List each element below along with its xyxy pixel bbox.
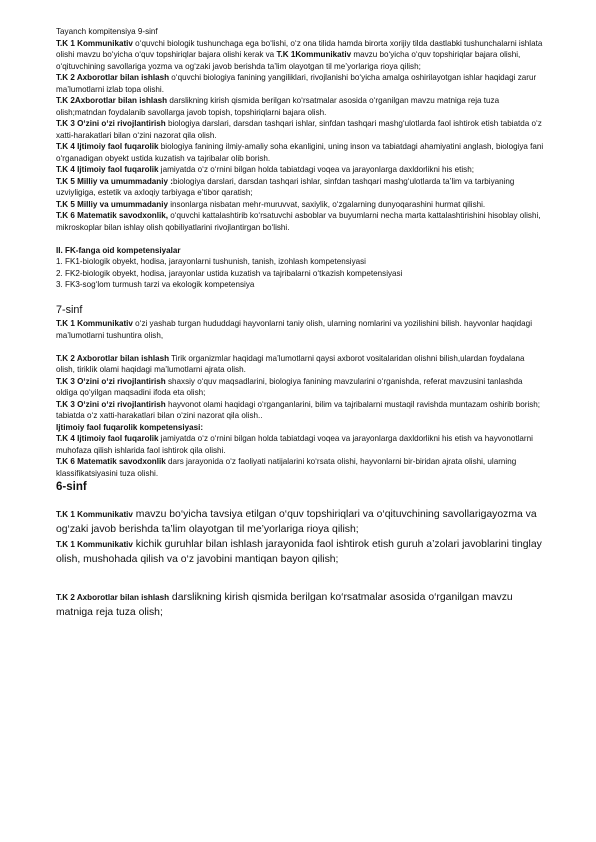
- spacer: [56, 578, 544, 590]
- paragraph: T.K 2 Axborotlar bilan ishlash darslikning kirish qismida berilgan ko‘rsatmalar asosida o‘rganilgan mavzu matniga reja tuza olish;: [56, 591, 513, 618]
- spacer: [56, 341, 544, 353]
- paragraph: T.K 6 Matematik savodxonlik, o‘quvchi kattalashtirib ko‘rsatuvchi asboblar va buyumlarni necha marta kattalashtirishini hisoblay olishi, mikroskoplar bilan ishlay olish qobiliyatlarini rivojlantirgan bo‘lishi.: [56, 211, 541, 232]
- paragraph: T.K 1 Kommunikativ o‘quvchi biologik tushunchaga ega bo‘lishi, o‘z ona tilida hamda birorta xorijiy tilda dastlabki tushunchalarni ishlata olishi mavzu bo‘yicha o‘quv topshiriqlar bajara olishi kerak va T.K 1Kommunikativ mavzu bo‘yicha o‘quv topshiriqlar bajara olishi, o‘qituvchining savollariga yozma va og‘zaki javob berishda ta’lim olayotgan til me’yorlariga rioya qilish;: [56, 38, 543, 71]
- paragraph: T.K 5 Milliy va umummadaniy :biologiya darslari, darsdan tashqari ishlar, sinfdan tashqari mashg‘ulotlarda ta’lim va tarbiyaning uzviyligiga, estetik va axloqiy tarbiyaga e’tibor qaratish;: [56, 176, 515, 197]
- paragraph: T.K 2Axborotlar bilan ishlash darslikning kirish qismida berilgan ko‘rsatmalar asosida o‘rganilgan mavzu matniga reja tuza olish;matndan foydalanib savollarga javob topish, topshiriqlarni bajara olish.: [56, 96, 500, 117]
- paragraph: T.K 2 Axborotlar bilan ishlash Tirik organizmlar haqidagi ma’lumotlarni qaysi axborot vositalaridan olishni bilish,ulardan foydalana olish, tiriklik olami haqidagi ma’lumotlarni ajrata olish.: [56, 353, 525, 374]
- paragraph: T.K 4 Ijtimoiy faol fuqarolik jamiyatda o‘z o‘rnini bilgan holda tabiatdagi voqea va jarayonlarga daxldorlikni his etish va hayvonotlarni muhofaza qilish ishlarida faol ishtirok qila olishi.: [56, 434, 533, 455]
- document-page: [56, 26, 544, 620]
- section-heading: II. FK-fanga oid kompetensiyalar: [56, 245, 181, 255]
- spacer: [56, 291, 544, 303]
- paragraph: T.K 1 Kommunikativ kichik guruhlar bilan ishlash jarayonida faol ishtirok etish guruh a’zolari javoblarini tinglay olish, mushohada qilish va o‘z javobini mantiqan bayon qilish;: [56, 538, 542, 565]
- paragraph: T.K 3 O‘zini o‘zi rivojlantirish hayvonot olami haqidagi o‘rganganlarini, bilim va tajribalarni mustaqil ravishda muntazam oshirib borish; tabiatda o‘z xatti-harakatlari bilan o‘zini nazorat qila olish..: [56, 399, 541, 420]
- paragraph: T.K 1 Kommunikativ mavzu bo‘yicha tavsiya etilgan o‘quv topshiriqlari va o‘qituvchining savollarigayozma va og‘zaki javob berishda ta’lim olayotgan til me’yorlariga rioya qilish;: [56, 508, 537, 535]
- paragraph: T.K 3 O‘zini o‘zi rivojlantirish shaxsiy o‘quv maqsadlarini, biologiya fanining mavzularini o‘rganishda, referat mavzusini tanlashda oldiga qo‘yilgan maqsadini ifoda eta olish;: [56, 376, 523, 397]
- grade-heading: 7-sinf: [56, 304, 83, 316]
- paragraph: T.K 1 Kommunikativ o‘zi yashab turgan hududdagi hayvonlarni taniy olish, ularning nomlarini va yozilishini bilish. hayvonlar haqidagi ma’lumotlarni tushuntira olish,: [56, 319, 532, 340]
- grade-heading: 6-sinf: [56, 481, 87, 493]
- paragraph: T.K 3 O‘zini o‘zi rivojlantirish biologiya darslari, darsdan tashqari ishlar, sinfdan tashqari mashg‘ulotlarda faol ishtirok etish tabiatda o‘z xatti-harakatlari bilan o‘zini nazorat qila olish.: [56, 119, 542, 140]
- paragraph-heading: Ijtimoiy faol fuqarolik kompetensiyasi:: [56, 422, 204, 432]
- paragraph: T.K 4 Ijtimoiy faol fuqarolik jamiyatda o‘z o‘rnini bilgan holda tabiatdagi voqea va jarayonlarga daxldorlikni his etish;: [56, 165, 474, 174]
- list-item: 3. FK3-sog‘lom turmush tarzi va ekologik kompetensiya: [56, 280, 255, 289]
- paragraph: T.K 5 Milliy va umummadaniy insonlarga nisbatan mehr-muruvvat, saxiylik, o‘zgalarning dunyoqarashini hurmat qilishi.: [56, 199, 486, 209]
- spacer: [56, 495, 544, 507]
- paragraph: T.K 4 Ijtimoiy faol fuqarolik biologiya fanining ilmiy-amaliy soha ekanligini, uning inson va tabiatdagi ahamiyatini anglash, biologiya fani o‘rganadigan obyekt ustida kuzatish va tajribalar olib borish.: [56, 142, 544, 163]
- doc-title: Tayanch kompitensiya 9-sinf: [56, 27, 158, 36]
- spacer: [56, 567, 544, 579]
- list-item: 2. FK2-biologik obyekt, hodisa, jarayonlar ustida kuzatish va tajribalarni o‘tkazish kompetensiyasi: [56, 268, 403, 278]
- paragraph: T.K 2 Axborotlar bilan ishlash o‘quvchi biologiya fanining yangiliklari, rivojlanishi bo‘yicha amalga oshirilayotgan ishlar haqidagi zarur ma’lumotlarni izlab topa olishi.: [56, 73, 537, 94]
- spacer: [56, 233, 544, 245]
- paragraph: T.K 6 Matematik savodxonlik dars jarayonida o‘z faoliyati natijalarini ko‘rsata olishi, hayvonlarni bir-biridan ajrata olishi, ularning klassifikatsiyasini tuza olishi.: [56, 457, 517, 478]
- list-item: 1. FK1-biologik obyekt, hodisa, jarayonlarni tushunish, tanish, izohlash kompetensiyasi: [56, 257, 366, 266]
